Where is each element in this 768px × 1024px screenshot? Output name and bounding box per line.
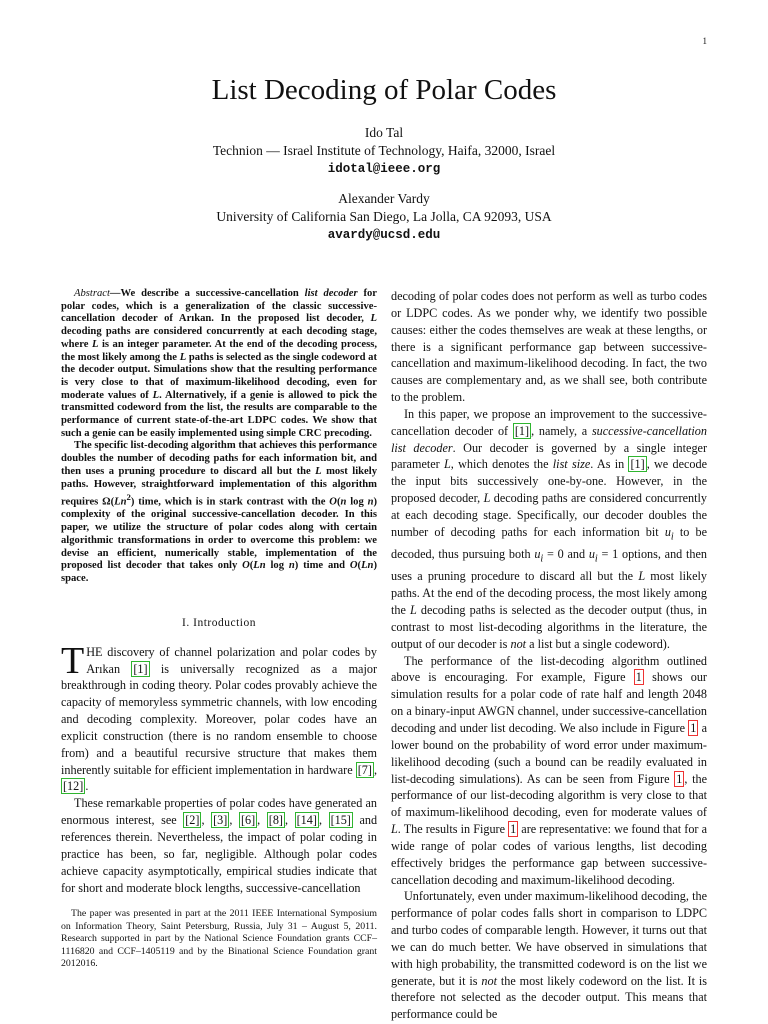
intro-paragraph-1: THE discovery of channel polarization and polar codes by Arıkan [1] is universally recognized as a major breakthrough in coding theory. Polar codes provably achieve the capacity of memoryless symmetric channels, with low encoding and decoding complexity. Moreover, polar codes have an explicit construction (there is no random ensemble to choose from) and a beautiful recursive structure that makes them inherently suitable for efficient implementation in hardware [7] , [12] .	[61, 639, 378, 794]
paper-title: List Decoding of Polar Codes	[211, 74, 557, 106]
intro-paragraph-2: These remarkable properties of polar codes have generated an enormous interest, see [2] , [3] , [6] , [8] , [14] , [15] and references therein. Nevertheless, the impact of polar coding in practice has been, so far, negligible. Although polar codes achieve capacity asymptotically, empirical studies indicate that for short and moderate block lengths, successive-cancellation	[61, 796, 378, 895]
citation-link[interactable]: [1]	[514, 423, 530, 438]
intro-paragraph-3: decoding of polar codes does not perform as well as turbo codes or LDPC codes. As we ponder why, we identify two possible causes: either the codes themselves are weak at these lengths, or there is a significant performance gap between successive-cancellation and maximum-likelihood decoding. In fact, the two causes are complementary and, as we shall see, both contribute to the problem.	[391, 289, 707, 405]
author-name: Ido Tal	[364, 125, 404, 140]
figure-link[interactable]: 1	[676, 771, 683, 786]
intro-paragraph-4: In this paper, we propose an improvement to the successive-cancellation decoder of [1] , namely, a successive-cancellation list decoder. Our decoder is governed by a single integer parameter L, which denotes the list size. As in [1] , we decode the input bits successively one-by-one. However, in the proposed decoder, L decoding paths are considered concurrently at each decoding stage. Specifically, our decoder doubles the number of decoding paths for each information bit $u_i$ to be decoded, thus pursuing both $u_i = 0$ and $u_i = 1$ options, and then uses a pruning procedure to discard all but the L most likely paths. At the end of the decoding process, the most likely among the L decoding paths is selected as the decoder output (thus, in contrast to most list-decoding algorithms in the literature, the output of our decoder is not a list but a single codeword).	[391, 406, 708, 651]
author-email[interactable]: idotal@ieee.org	[327, 162, 441, 176]
figure-link[interactable]: 1	[510, 822, 517, 837]
drop-cap: T	[61, 639, 85, 682]
footnote	[61, 908, 377, 971]
right-column	[391, 288, 707, 1023]
section-heading: I. Introduction	[182, 616, 256, 629]
author-block-2	[0, 190, 768, 244]
intro-paragraph-6: Unfortunately, even under maximum-likelihood decoding, the performance of polar codes falls short in comparison to LDPC and turbo codes of comparable length. However, it turns out that we can do much better. We have observed in simulations that with high probability, the transmitted codeword is on the list we generate, but it is not the most likely codeword on the list. It is therefore not selected as the decoder output. This means that performance could be	[391, 889, 708, 1022]
intro-paragraph-5: The performance of the list-decoding algorithm outlined above is encouraging. For example, Figure 1 shows our simulation results for a polar code of rate half and length 2048 on a binary-input AWGN channel, under successive-cancellation decoding and under list decoding. We also include in Figure 1 a lower bound on the probability of word error under maximum-likelihood decoding (such a bound can be readily evaluated in list-decoding simulations). As can be seen from Figure 1 , the performance of our list-decoding algorithm is very close to that of maximum-likelihood decoding, even for moderate values of L. The results in Figure 1 are representative: we found that for a wide range of polar codes of various lengths, list decoding effectively bridges the performance gap between successive-cancellation decoding and maximum-likelihood decoding.	[391, 653, 707, 887]
citation-link[interactable]: [3]	[213, 813, 228, 828]
citation-link[interactable]: [1]	[630, 457, 645, 472]
citation-link[interactable]: [14]	[296, 813, 317, 828]
abstract: Abstract—We describe a successive-cancellation list decoder for polar codes, which is a generalization of the classic successive-cancellation decoder of Arıkan. In the proposed list decoder, L decoding paths are considered concurrently at each decoding stage, where L is an integer parameter. At the end of the decoding process, the most likely among the L paths is selected as the single codeword at the decoder output. Simulations show that the resulting performance is very close to that of maximum-likelihood decoding, even for moderate values of L. Alternatively, if a genie is allowed to pick the transmitted codeword from the list, the results are comparable to the performance of current state-of-the-art LDPC codes. We show that such a genie can be easily implemented using simple CRC precoding. The specific list-decoding algorithm that achieves this performance doubles the number of decoding paths for each information bit, and then uses a pruning procedure to discard all but the L most likely paths. However, straightforward implementation of this algorithm requires Ω(Ln$^2$) time, which is in stark contrast with the O(n log n) complexity of the original successive-cancellation decoder. In this paper, we utilize the structure of polar codes along with certain algorithmic transformations in order to overcome this problem: we devise an efficient, numerically stable, implementation of the proposed list decoder that takes only O(Ln log n) time and O(Ln) space.	[61, 288, 378, 584]
citation-link[interactable]: [12]	[63, 779, 84, 794]
author-affiliation: Technion — Israel Institute of Technology, Haifa, 32000, Israel	[212, 143, 556, 158]
citation-link[interactable]: [2]	[185, 813, 200, 828]
citation-link[interactable]: [15]	[330, 813, 351, 828]
left-column	[61, 288, 377, 896]
citation-link[interactable]: [1]	[133, 661, 148, 676]
figure-link[interactable]: 1	[635, 670, 642, 685]
footnote-text: The paper was presented in part at the 2011 IEEE International Symposium on Information Theory, Saint Petersburg, Russia, July 31 – August 5, 2011. Research supported in part by the National Science Foundation grants CCF–1116820 and CCF–1405119 and by the Binational Science Foundation grant 2012016.	[61, 908, 377, 970]
author-name: Alexander Vardy	[338, 191, 430, 206]
citation-link[interactable]: [6]	[240, 813, 256, 828]
page-number: 1	[702, 36, 707, 46]
author-affiliation: University of California San Diego, La Jolla, CA 92093, USA	[216, 209, 552, 224]
figure-link[interactable]: 1	[690, 720, 697, 735]
author-email[interactable]: avardy@ucsd.edu	[327, 228, 441, 242]
citation-link[interactable]: [8]	[268, 813, 283, 828]
author-block-1	[0, 124, 768, 178]
citation-link[interactable]: [7]	[357, 762, 372, 777]
